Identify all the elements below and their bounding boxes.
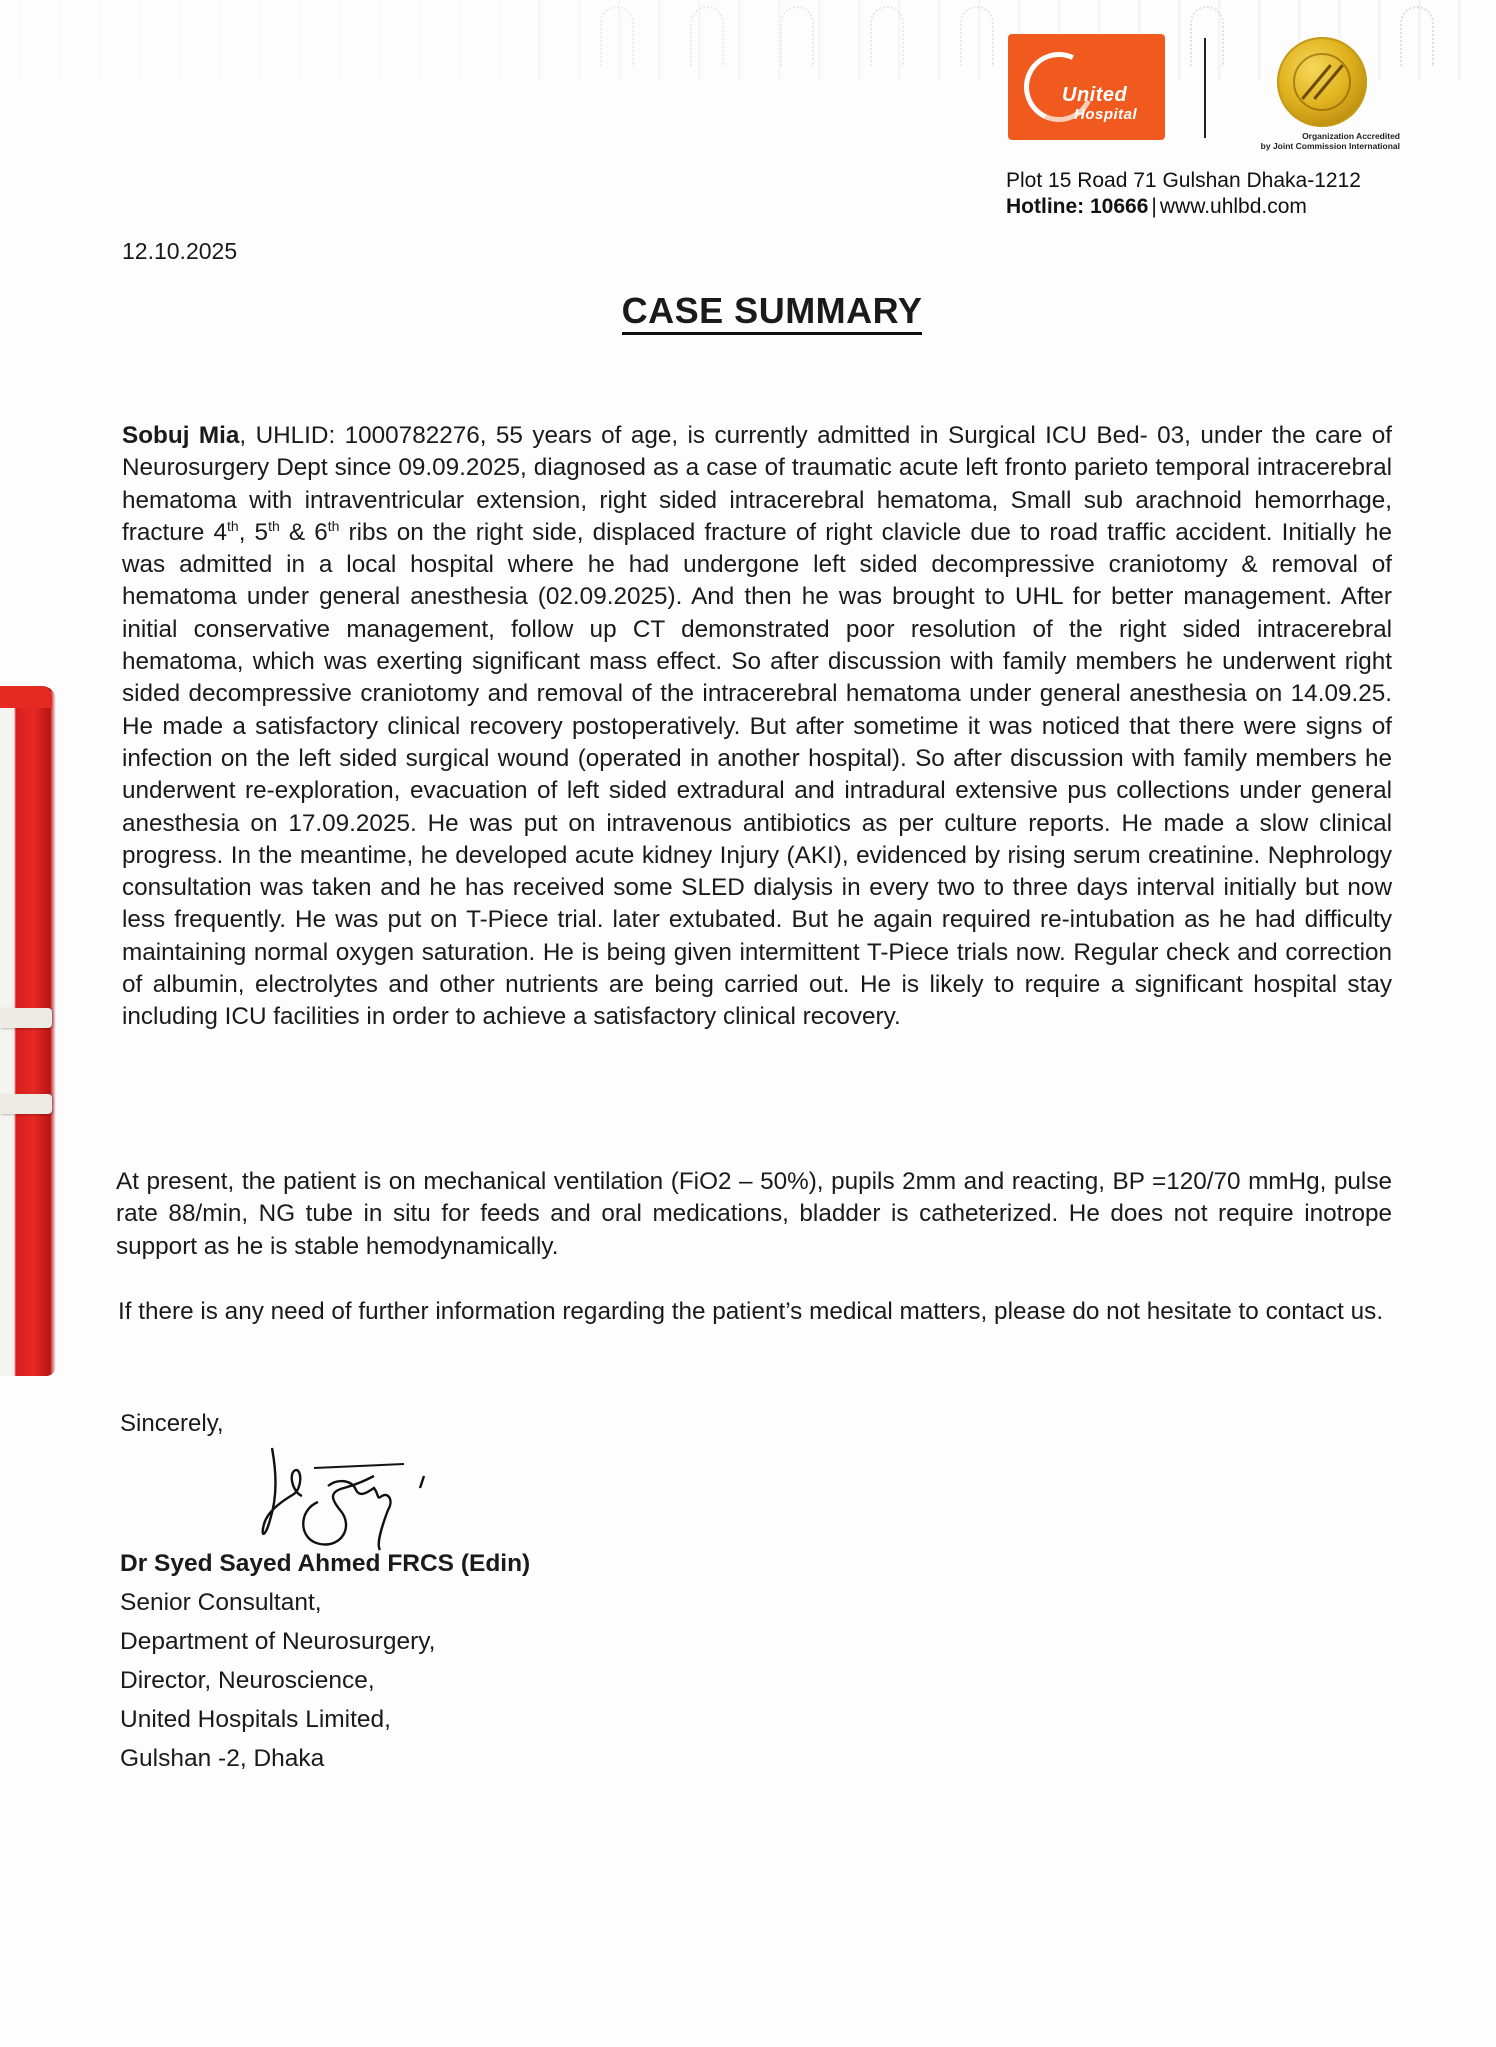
logo-text-line1: United <box>1062 84 1128 106</box>
website-link[interactable]: www.uhlbd.com <box>1159 195 1307 218</box>
paragraph-text: & 6 <box>279 518 328 546</box>
handwritten-signature-icon <box>258 1440 458 1555</box>
watermark-arch <box>1190 6 1224 66</box>
accreditation-line2: by Joint Commission International <box>1260 141 1400 151</box>
signer-title-line: Senior Consultant, <box>120 1589 322 1616</box>
watermark-arch <box>870 6 904 66</box>
contact-paragraph: If there is any need of further information regarding the patient’s medical matters, please do not hesitate to contact us. <box>118 1298 1384 1325</box>
ordinal-suffix: th <box>227 517 239 534</box>
seal-inner-ring <box>1293 53 1351 111</box>
watermark-arch <box>1400 6 1434 66</box>
address-line: Plot 15 Road 71 Gulshan Dhaka-1212 <box>1006 169 1361 192</box>
accreditation-caption <box>1240 131 1400 151</box>
red-clipboard-clip <box>0 686 56 1376</box>
separator: | <box>1151 195 1157 218</box>
watermark-arch <box>690 6 724 66</box>
title-text: CASE SUMMARY <box>622 290 923 335</box>
watermark-arch <box>960 6 994 66</box>
document-title <box>0 290 1496 332</box>
clip-tab <box>0 1094 52 1114</box>
ordinal-suffix: th <box>268 517 280 534</box>
paragraph-text: ribs on the right side, displaced fracture of right clavicle due to road traffic accident. Initially he was admitted in a local hospital where he had undergone left sided decompressive craniotomy & removal of hematoma under general anesthesia (02.09.2025). And then he was brought to UHL for better management. After initial conservative management, follow up CT demonstrated poor resolution of the right sided intracerebral hematoma, which was exerting significant mass effect. So after discussion with family members he underwent right sided decompressive craniotomy and removal of the intracerebral hematoma under general anesthesia on 14.09.25. He made a satisfactory clinical recovery postoperatively. But after sometime it was noticed that there were signs of infection on the left sided surgical wound (operated in another hospital). So after discussion with family members he underwent re-exploration, evacuation of left sided extradural and intradural extensive pus collections under general anesthesia on 17.09.2025. He was put on intravenous antibiotics as per culture reports. He made a slow clinical progress. In the meantime, he developed acute kidney Injury (AKI), evidenced by rising serum creatinine. Nephrology consultation was taken and he has received some SLED dialysis in every two to three days interval initially but now less frequently. He was put on T-Piece trial. later extubated. But he again required re-intubation as he had difficulty maintaining normal oxygen saturation. He is being given intermittent T-Piece trials now. Regular check and correction of albumin, electrolytes and other nutrients are being carried out. He is likely to require a significant hospital stay including ICU facilities in order to achieve a satisfactory clinical recovery. <box>122 518 1393 1031</box>
clip-top-bar <box>0 686 52 708</box>
signer-title-line: Department of Neurosurgery, <box>120 1628 436 1655</box>
signer-title-line: United Hospitals Limited, <box>120 1706 391 1733</box>
paragraph-text: , 5 <box>238 518 269 546</box>
hospital-address <box>1006 168 1361 220</box>
patient-name: Sobuj Mia <box>122 422 240 449</box>
paragraph-text: , UHLID: 1000782276, 55 years of age, is currently admitted in Surgical ICU Bed- 03, under the care of Neurosurgery Dept since 09.09.2025, diagnosed as a case of traumatic acute left fronto parieto temporal intracerebral hematoma with intraventricular extension, right sided intracerebral hematoma, Small sub arachnoid hemorrhage, fracture 4 <box>122 422 1393 546</box>
jci-seal-icon <box>1277 37 1367 127</box>
signer-details <box>120 1544 530 1778</box>
document-date: 12.10.2025 <box>122 238 238 264</box>
signer-title-line: Gulshan -2, Dhaka <box>120 1745 325 1772</box>
logo-divider <box>1204 38 1206 138</box>
accreditation-line1: Organization Accredited <box>1302 131 1400 141</box>
current-status-paragraph: At present, the patient is on mechanical ventilation (FiO2 – 50%), pupils 2mm and reacting, BP =120/70 mmHg, pulse rate 88/min, NG tube in situ for feeds and oral medications, bladder is catheterized. He does not require inotrope support as he is stable hemodynamically. <box>116 1168 1392 1260</box>
clinical-history-paragraph <box>122 420 1392 1034</box>
signer-title-line: Director, Neuroscience, <box>120 1667 375 1694</box>
hotline: Hotline: 10666 <box>1006 195 1149 218</box>
closing-salutation: Sincerely, <box>120 1410 224 1437</box>
clip-tab <box>0 1008 52 1028</box>
letterhead-watermark <box>0 0 1496 80</box>
logo-text-line2: Hospital <box>1074 106 1138 123</box>
united-hospital-logo <box>1008 34 1165 140</box>
watermark-arch <box>600 6 634 66</box>
contact-line <box>1006 194 1361 220</box>
signer-name: Dr Syed Sayed Ahmed FRCS (Edin) <box>120 1550 531 1577</box>
ordinal-suffix: th <box>327 517 340 534</box>
watermark-arch <box>780 6 814 66</box>
